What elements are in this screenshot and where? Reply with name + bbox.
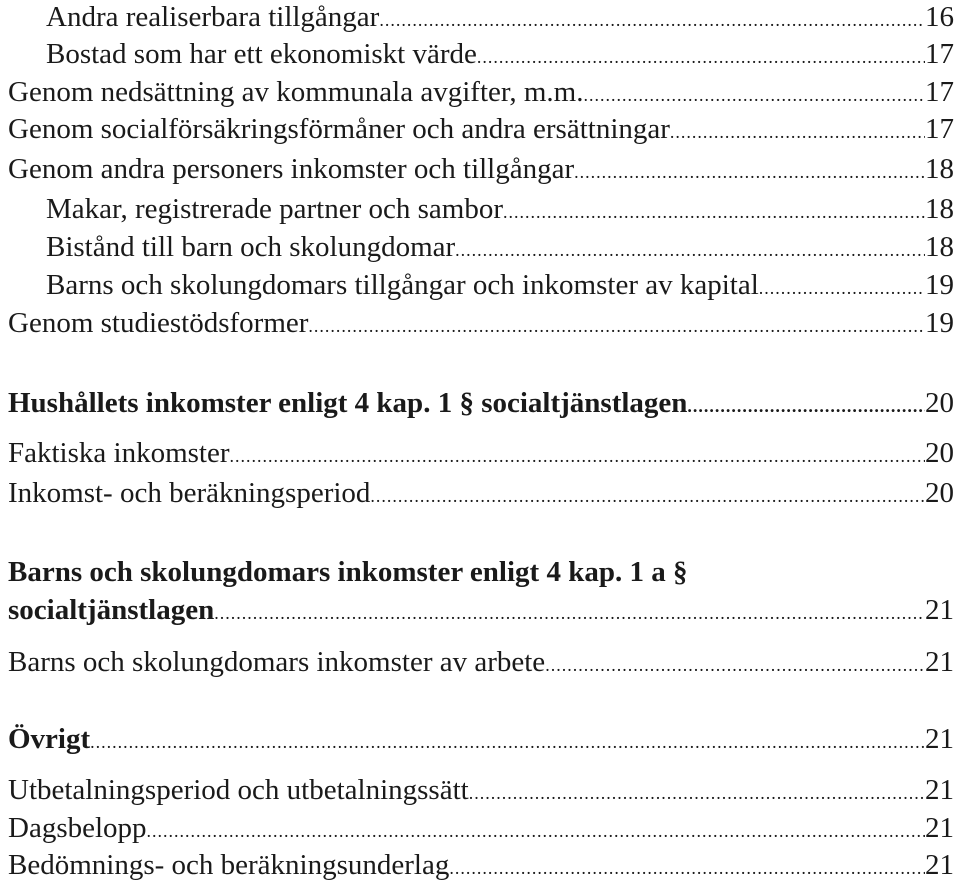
toc-entry[interactable] xyxy=(8,645,954,679)
toc-page-number: 17 xyxy=(925,38,954,70)
toc-entry-title: socialtjänstlagen xyxy=(8,594,215,626)
toc-leader-dots xyxy=(449,851,925,885)
toc-leader-dots xyxy=(759,271,925,305)
toc-leader-dots xyxy=(308,309,925,343)
toc-leader-dots xyxy=(455,233,925,267)
toc-entry-title: Hushållets inkomster enligt 4 kap. 1 § socialtjänstlagen xyxy=(8,387,688,419)
toc-leader-dots xyxy=(230,439,925,473)
toc-page-number: 16 xyxy=(925,1,954,33)
toc-page-number: 18 xyxy=(925,153,954,185)
toc-page-number: 20 xyxy=(925,387,954,419)
toc-entry-title: Genom nedsättning av kommunala avgifter, m.m. xyxy=(8,76,584,108)
toc-page-number: 18 xyxy=(925,193,954,225)
toc-entry[interactable] xyxy=(8,306,954,340)
toc-entry[interactable] xyxy=(46,37,954,71)
toc-page-number: 21 xyxy=(925,723,954,755)
toc-leader-dots xyxy=(469,776,925,810)
toc-entry[interactable] xyxy=(46,0,954,34)
toc-section-heading[interactable] xyxy=(8,386,954,420)
toc-page-number: 17 xyxy=(925,76,954,108)
toc-entry-title: Bedömnings- och beräkningsunderlag xyxy=(8,849,450,881)
toc-entry-title: Genom andra personers inkomster och tillgångar xyxy=(8,153,575,185)
toc-entry-title: Andra realiserbara tillgångar xyxy=(46,1,380,33)
toc-entry-title: Dagsbelopp xyxy=(8,812,147,844)
toc-entry[interactable] xyxy=(8,773,954,807)
toc-page-number: 20 xyxy=(925,437,954,469)
toc-page-number: 19 xyxy=(925,307,954,339)
toc-entry-title: Genom socialförsäkringsförmåner och andra ersättningar xyxy=(8,113,670,145)
toc-section-heading-line1: Barns och skolungdomars inkomster enligt 4 kap. 1 a § xyxy=(8,556,688,588)
toc-entry-title: Barns och skolungdomars inkomster av arbete xyxy=(8,646,546,678)
toc-leader-dots xyxy=(574,155,925,189)
toc-page-number: 21 xyxy=(925,646,954,678)
toc-entry-title: Bostad som har ett ekonomiskt värde xyxy=(46,38,477,70)
toc-leader-dots xyxy=(503,195,925,229)
toc-leader-dots xyxy=(370,479,925,513)
toc-entry-title: Övrigt xyxy=(8,723,91,755)
toc-entry[interactable] xyxy=(46,230,954,264)
toc-page-number: 21 xyxy=(925,849,954,881)
toc-entry-title: Genom studiestödsformer xyxy=(8,307,309,339)
toc-entry[interactable] xyxy=(46,192,954,226)
toc-entry-title: Makar, registrerade partner och sambor xyxy=(46,193,503,225)
toc-entry[interactable] xyxy=(8,811,954,845)
toc-entry[interactable] xyxy=(8,112,954,146)
toc-page-number: 21 xyxy=(925,812,954,844)
toc-entry[interactable] xyxy=(8,476,954,510)
toc-entry[interactable] xyxy=(46,268,954,302)
toc-page-number: 18 xyxy=(925,231,954,263)
toc-leader-dots xyxy=(687,389,925,423)
toc-entry-title: Inkomst- och beräkningsperiod xyxy=(8,477,371,509)
toc-page-number: 20 xyxy=(925,477,954,509)
toc-entry[interactable] xyxy=(8,75,954,109)
toc-entry[interactable] xyxy=(8,152,954,186)
toc-section-heading[interactable] xyxy=(8,593,954,627)
toc-section-heading[interactable] xyxy=(8,722,954,756)
toc-leader-dots xyxy=(670,115,925,149)
toc-leader-dots xyxy=(147,814,925,848)
toc-leader-dots xyxy=(477,40,925,74)
toc-page-number: 21 xyxy=(925,594,954,626)
toc-entry[interactable] xyxy=(8,848,954,882)
toc-leader-dots xyxy=(214,596,925,630)
toc-entry-title: Barns och skolungdomars tillgångar och inkomster av kapital xyxy=(46,269,759,301)
toc-page-number: 19 xyxy=(925,269,954,301)
toc-entry-title: Bistånd till barn och skolungdomar xyxy=(46,231,456,263)
toc-entry-title: Faktiska inkomster xyxy=(8,437,230,469)
toc-entry-title: Utbetalningsperiod och utbetalningssätt xyxy=(8,774,469,806)
toc-page-number: 17 xyxy=(925,113,954,145)
toc-leader-dots xyxy=(90,725,925,759)
toc-entry[interactable] xyxy=(8,436,954,470)
toc-leader-dots xyxy=(583,78,925,112)
toc-page-number: 21 xyxy=(925,774,954,806)
toc-leader-dots xyxy=(545,648,925,682)
toc-leader-dots xyxy=(379,3,925,37)
